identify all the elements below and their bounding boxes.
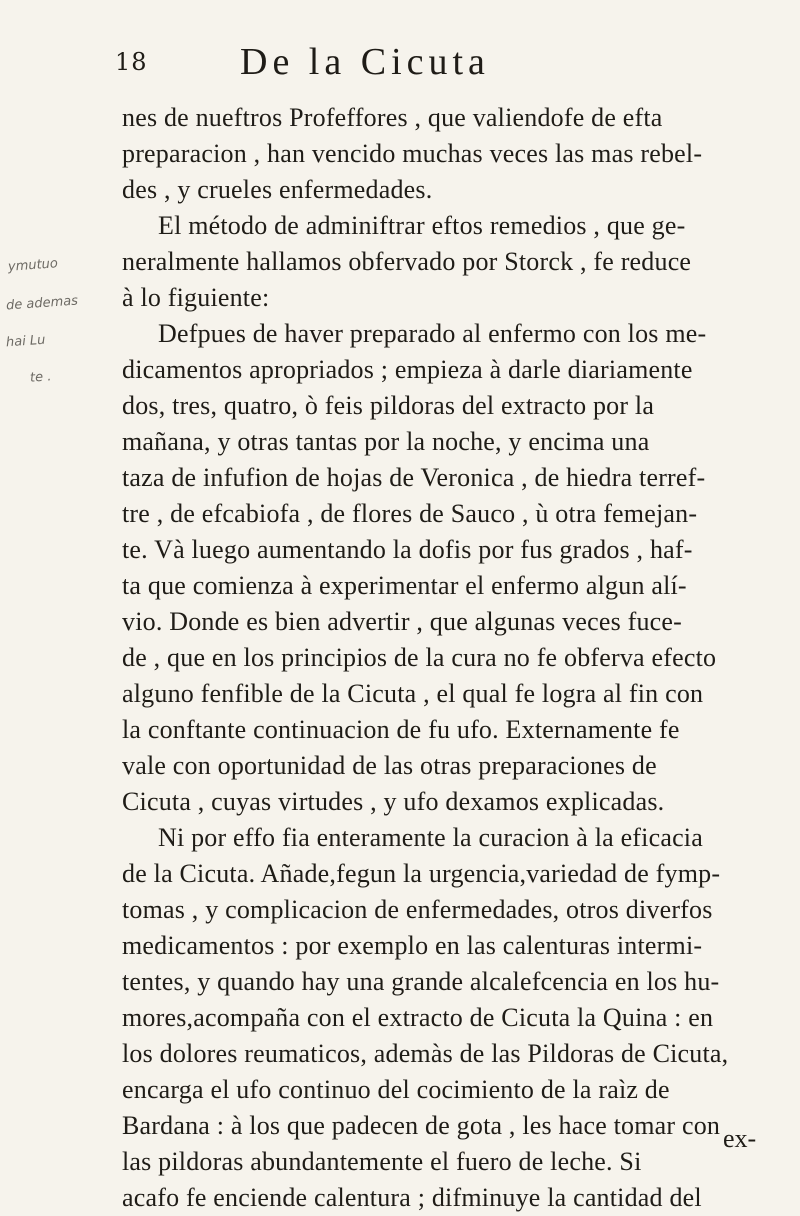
text-line: à lo figuiente: (122, 283, 270, 312)
text-line: de , que en los principios de la cura no fe obferva efecto (122, 643, 717, 672)
text-line: Cicuta , cuyas virtudes , y ufo dexamos explicadas. (122, 787, 665, 816)
text-line: alguno fenfible de la Cicuta , el qual fe logra al fin con (122, 679, 704, 708)
catchword: ex- (723, 1124, 757, 1153)
text-line: nes de nueftros Profeffores , que valiendofe de efta (122, 103, 663, 132)
margin-note: hai Lu (5, 332, 46, 351)
page-number: 18 (115, 48, 148, 76)
text-line: acafo fe enciende calentura ; difminuye la cantidad del (122, 1183, 702, 1212)
text-line: El método de adminiftrar eftos remedios , que ge- (158, 211, 686, 240)
text-line: preparacion , han vencido muchas veces las mas rebel- (122, 139, 703, 168)
margin-note: de ademas (5, 293, 79, 314)
text-line: de la Cicuta. Añade,fegun la urgencia,variedad de fymp- (122, 859, 721, 888)
text-line: mañana, y otras tantas por la noche, y encima una (122, 427, 650, 456)
text-line: tentes, y quando hay una grande alcalefcencia en los hu- (122, 967, 720, 996)
text-line: tre , de efcabiofa , de flores de Sauco , ù otra femejan- (122, 499, 698, 528)
text-line: vale con oportunidad de las otras preparaciones de (122, 751, 657, 780)
text-line: Defpues de haver preparado al enfermo con los me- (158, 319, 707, 348)
text-line: dos, tres, quatro, ò feis pildoras del extracto por la (122, 391, 655, 420)
text-line: te. Và luego aumentando la dofis por fus grados , haf- (122, 535, 693, 564)
text-line: vio. Donde es bien advertir , que algunas veces fuce- (122, 607, 683, 636)
text-line: la conftante continuacion de fu ufo. Externamente fe (122, 715, 680, 744)
text-line: encarga el ufo continuo del cocimiento de la raìz de (122, 1075, 670, 1104)
text-line: taza de infufion de hojas de Veronica , de hiedra terref- (122, 463, 706, 492)
margin-note: ymutuo (7, 256, 59, 275)
running-title: De la Cicuta (240, 41, 490, 83)
text-line: tomas , y complicacion de enfermedades, otros diverfos (122, 895, 713, 924)
margin-note: te . (29, 369, 52, 386)
text-line: mores,acompaña con el extracto de Cicuta la Quina : en (122, 1003, 714, 1032)
page-header (0, 40, 800, 90)
text-line: des , y crueles enfermedades. (122, 175, 433, 204)
text-line: las pildoras abundantemente el fuero de leche. Si (122, 1147, 642, 1176)
text-line: Ni por effo fia enteramente la curacion à la eficacia (158, 823, 703, 852)
text-line: medicamentos : por exemplo en las calenturas intermi- (122, 931, 703, 960)
text-line: ta que comienza à experimentar el enfermo algun alí- (122, 571, 687, 600)
text-line: los dolores reumaticos, ademàs de las Pildoras de Cicuta, (122, 1039, 729, 1068)
text-line: Bardana : à los que padecen de gota , les hace tomar con (122, 1111, 721, 1140)
text-line: dicamentos apropriados ; empieza à darle diariamente (122, 355, 693, 384)
text-line: neralmente hallamos obfervado por Storck , fe reduce (122, 247, 692, 276)
